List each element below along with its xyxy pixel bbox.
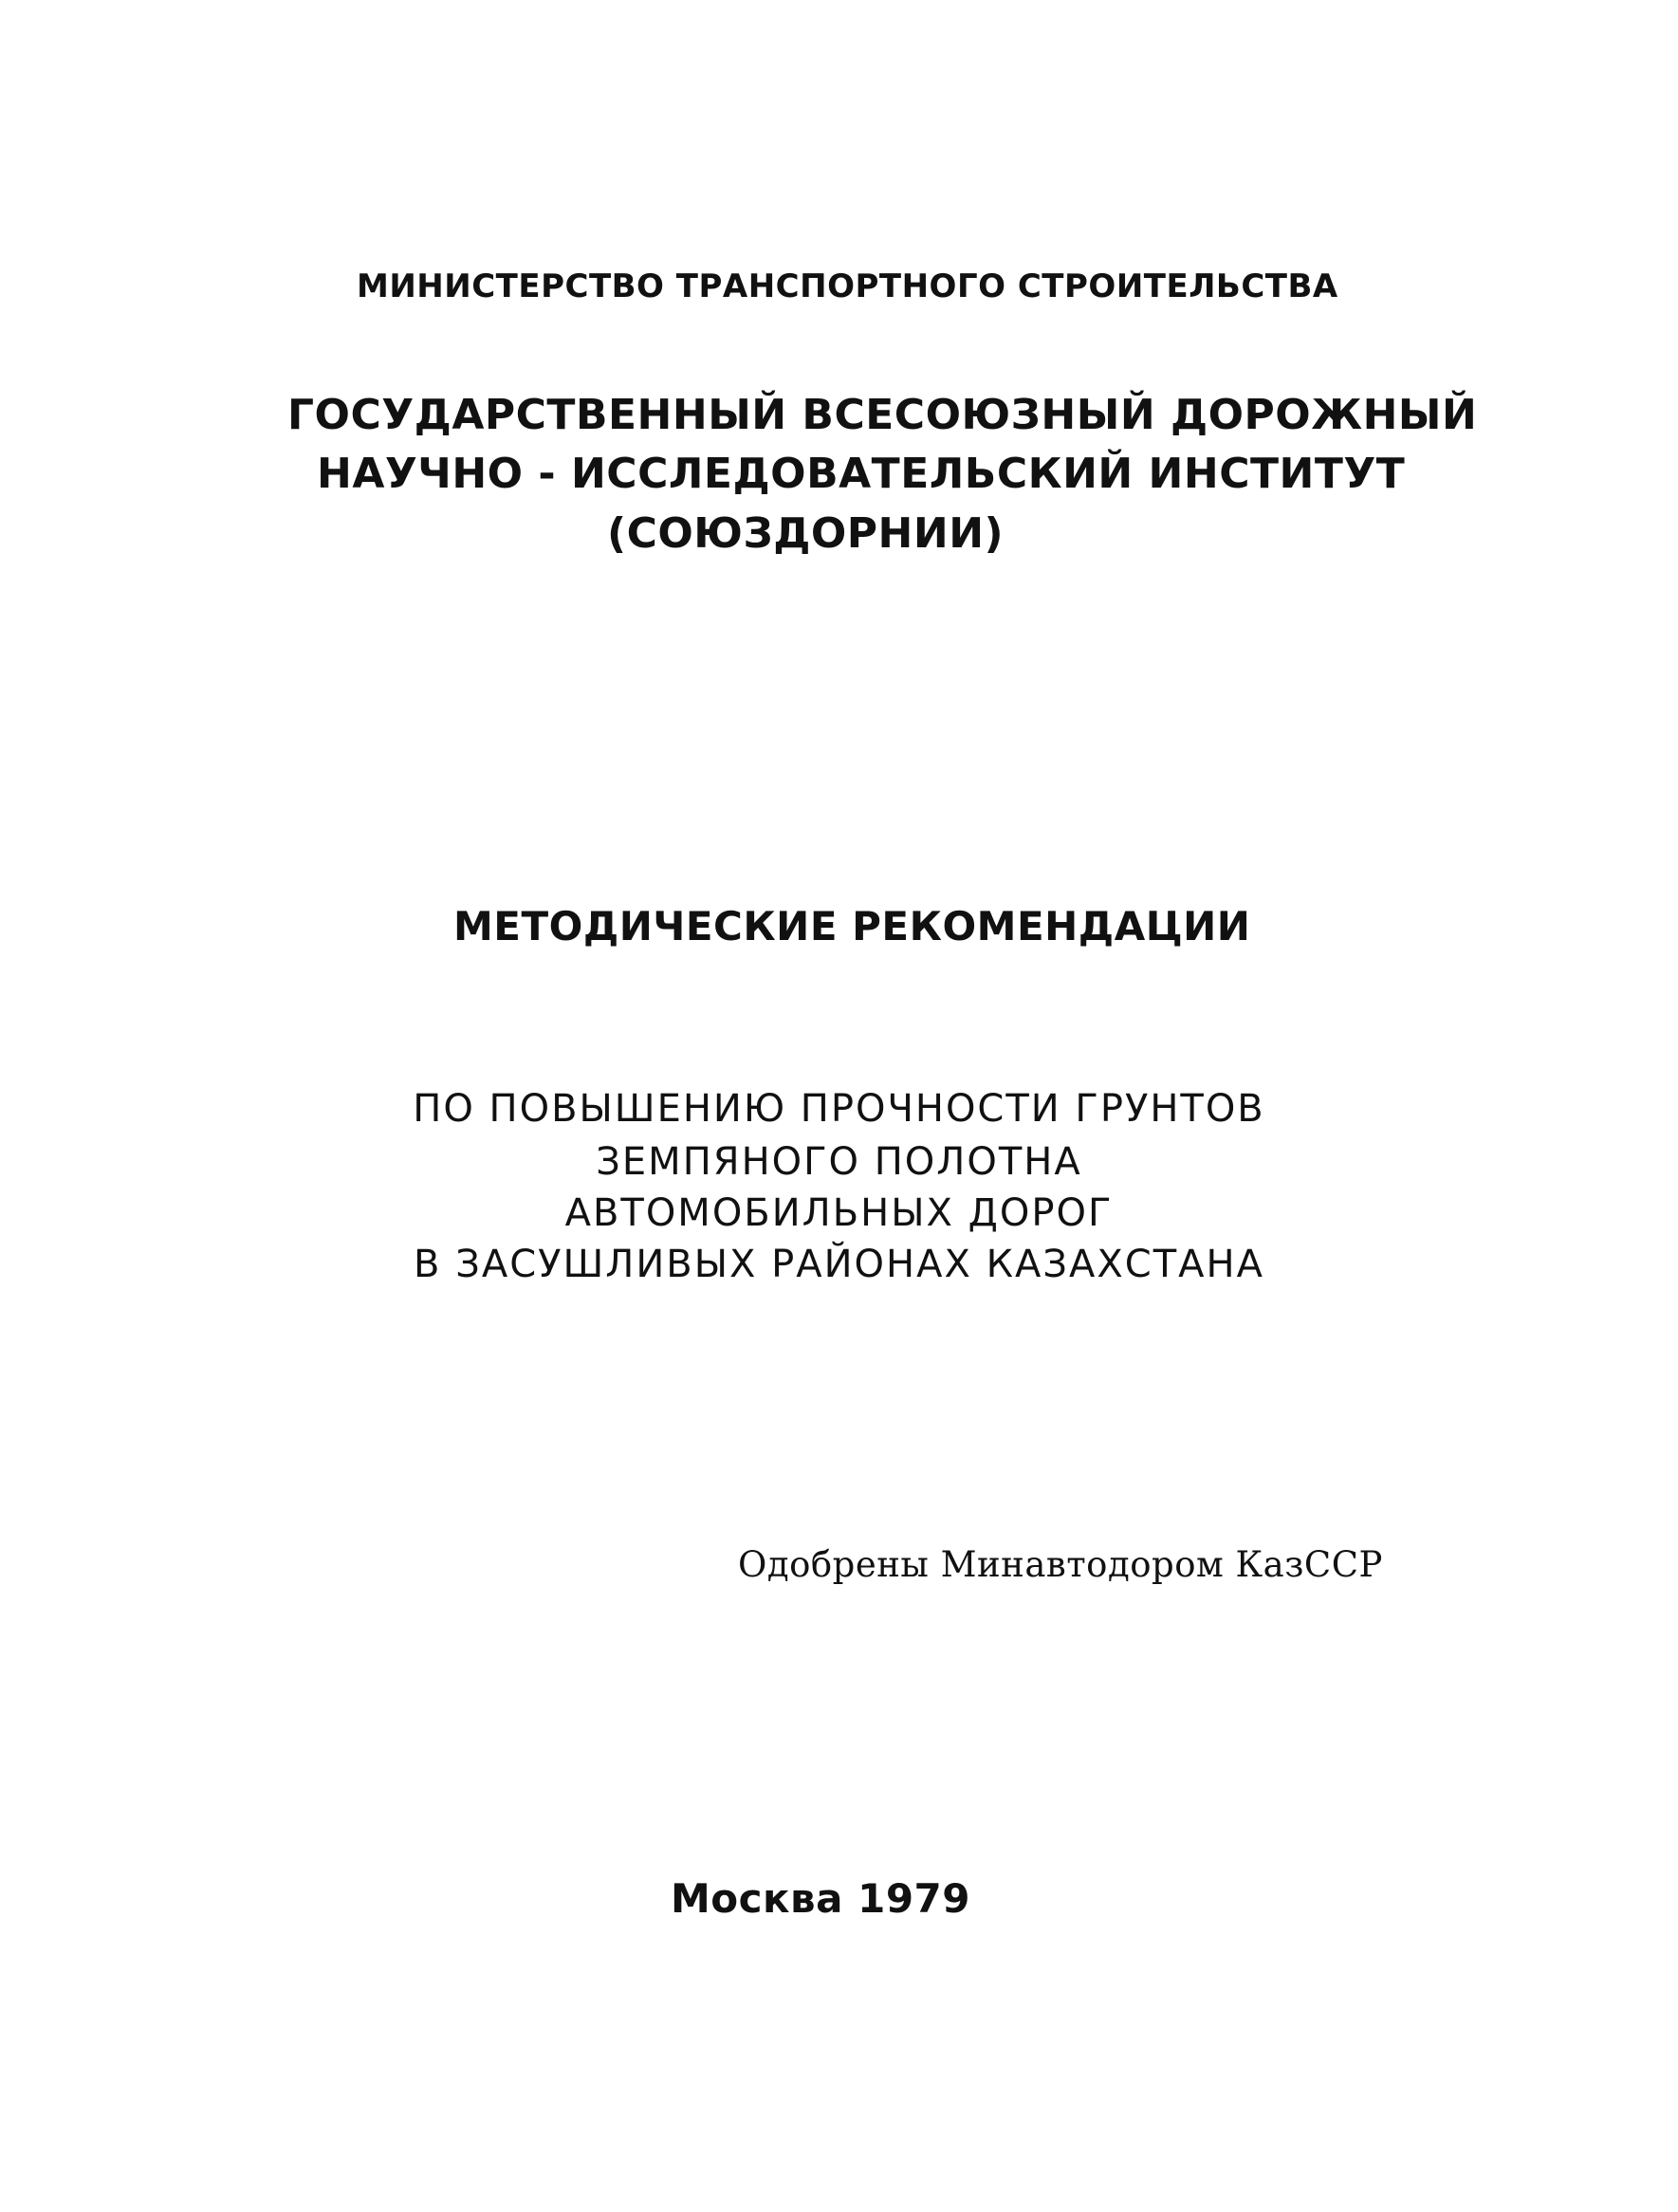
document-type-title: МЕТОДИЧЕСКИЕ РЕКОМЕНДАЦИИ: [453, 903, 1251, 949]
subtitle-line-2: ЗЕМПЯНОГО ПОЛОТНА: [596, 1140, 1082, 1184]
subtitle-line-3: АВТОМОБИЛЬНЫХ ДОРОГ: [564, 1191, 1114, 1235]
city-and-year: Москва 1979: [671, 1875, 970, 1922]
institute-name-line-1: ГОСУДАРСТВЕННЫЙ ВСЕСОЮЗНЫЙ ДОРОЖНЫЙ: [287, 391, 1478, 439]
institute-abbreviation: (СОЮЗДОРНИИ): [607, 509, 1005, 558]
institute-name-line-2: НАУЧНО - ИССЛЕДОВАТЕЛЬСКИЙ ИНСТИТУТ: [317, 450, 1406, 498]
subtitle-line-4: В ЗАСУШЛИВЫХ РАЙОНАХ КАЗАХСТАНА: [414, 1243, 1264, 1286]
approval-note: Одобрены Минавтодором КазССР: [738, 1544, 1383, 1585]
subtitle-line-1: ПО ПОВЫШЕНИЮ ПРОЧНОСТИ ГРУНТОВ: [413, 1087, 1265, 1131]
ministry-name: МИНИСТЕРСТВО ТРАНСПОРТНОГО СТРОИТЕЛЬСТВА: [357, 267, 1338, 305]
